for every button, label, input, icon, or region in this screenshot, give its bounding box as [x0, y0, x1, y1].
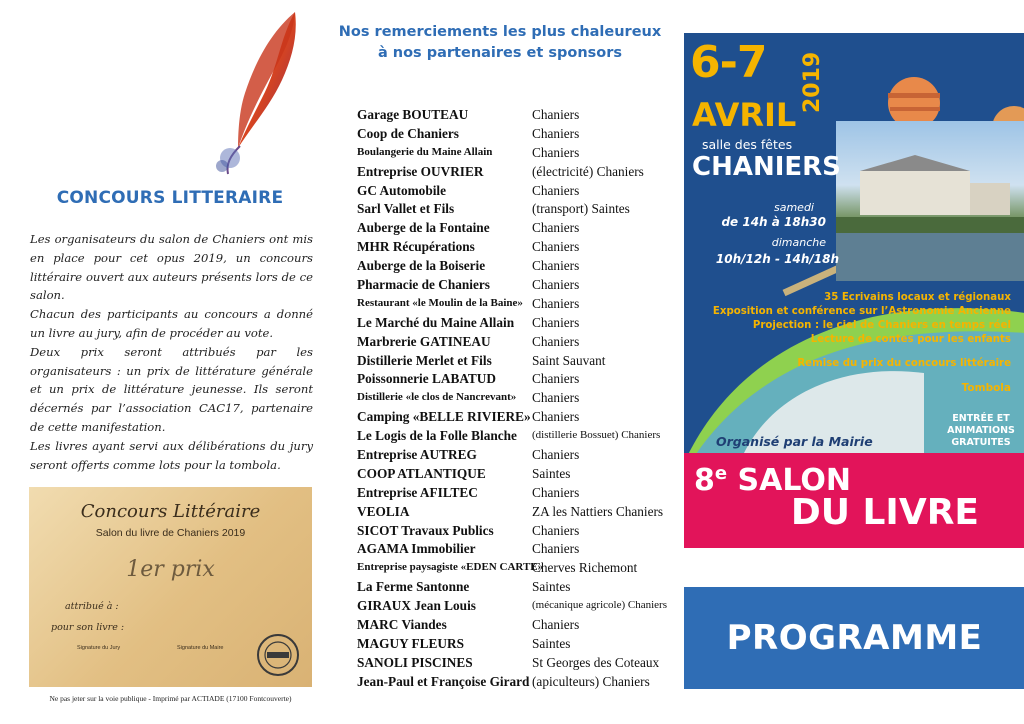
sponsor-town: Chaniers [532, 295, 580, 311]
sponsor-town: (distillerie Bossuet) Chaniers [532, 429, 661, 442]
sponsor-name: La Ferme Santonne [357, 579, 470, 595]
sponsor-row [357, 164, 677, 183]
sponsor-town: Chaniers [532, 333, 580, 349]
sponsor-town: (mécanique agricole) Chaniers [532, 599, 667, 612]
sponsor-row [357, 353, 677, 372]
certificate-image [29, 487, 312, 687]
certificate-title: Concours Littéraire [80, 501, 261, 522]
sponsor-town: Chaniers [532, 125, 580, 141]
poster-program-item: Projection : le ciel de Chaniers en temps réel [752, 320, 1011, 331]
sponsor-town: Chaniers [532, 541, 580, 557]
sponsors-thanks-heading [335, 22, 665, 64]
sponsor-town: (apiculteurs) Chaniers [532, 673, 650, 689]
sponsor-town: Cherves Richemont [532, 560, 638, 576]
entry-line: GRATUITES [951, 437, 1011, 448]
sponsor-town: ZA les Nattiers Chaniers [532, 503, 664, 519]
sponsor-town: Chaniers [532, 447, 580, 463]
entry-line: ENTRÉE ET [952, 413, 1010, 424]
sponsor-row [357, 541, 677, 560]
sponsor-name: SICOT Travaux Publics [357, 522, 494, 538]
poster-saturday-label: samedi [774, 201, 814, 214]
sponsor-name: Distillerie «le clos de Nancrevant» [357, 391, 517, 404]
sponsor-row [357, 560, 677, 579]
sponsor-name: Pharmacie de Chaniers [357, 277, 490, 293]
sponsor-row [357, 409, 677, 428]
sponsor-name: MARC Viandes [357, 617, 447, 633]
sponsor-name: Distillerie Merlet et Fils [357, 352, 492, 368]
sponsor-name: Auberge de la Boiserie [357, 258, 486, 274]
feather-quill-illustration [200, 8, 310, 183]
sponsor-town: Chaniers [532, 484, 580, 500]
poster-date: 6-7 [690, 37, 767, 88]
salon-number: 8 [694, 463, 715, 498]
sponsor-name: Camping «BELLE RIVIERE» [357, 409, 531, 425]
poster-venue: salle des fêtes [702, 137, 793, 152]
sponsor-town: Chaniers [532, 182, 580, 198]
sponsor-town: Saintes [532, 465, 571, 481]
poster-photo-mill [836, 121, 1024, 281]
contest-paragraph: Deux prix seront attribués par les organisateurs : un prix de littérature générale et un prix de littérature jeunesse. Ils seront décernés par l’association CAC17, partenaire de cette manifestation. [30, 344, 313, 434]
certificate-jury-signature: Signature du Jury [77, 645, 121, 651]
sponsor-town: Chaniers [532, 277, 580, 293]
sponsor-name: Entreprise paysagiste «EDEN CARTE» [357, 561, 544, 574]
sponsor-town: Chaniers [532, 409, 580, 425]
certificate-prize: 1er prix [126, 557, 215, 582]
sponsor-name: Entreprise AUTREG [357, 447, 477, 463]
sponsor-row [357, 674, 677, 693]
certificate-awarded-to: attribué à : [65, 601, 119, 612]
poster-month: AVRIL [692, 96, 797, 134]
sponsor-town: Chaniers [532, 258, 580, 274]
poster-sunday-hours: 10h/12h - 14h/18h [715, 252, 839, 266]
sponsor-name: Entreprise OUVRIER [357, 163, 484, 179]
sponsor-row [357, 466, 677, 485]
poster-free-entry [942, 413, 1020, 449]
contest-paragraph: Les livres ayant servi aux délibérations du jury seront offerts comme lots pour la tombola. [30, 438, 313, 472]
sponsor-row [357, 598, 677, 617]
sponsor-row [357, 258, 677, 277]
sponsor-row [357, 428, 677, 447]
certificate-for-book: pour son livre : [51, 622, 125, 633]
sponsor-town: Chaniers [532, 314, 580, 330]
sponsor-name: COOP ATLANTIQUE [357, 465, 486, 481]
poster-town: CHANIERS [692, 152, 841, 182]
sponsor-town: St Georges des Coteaux [532, 654, 660, 670]
sponsor-row [357, 296, 677, 315]
sponsor-name: Sarl Vallet et Fils [357, 201, 455, 217]
sponsor-town: Chaniers [532, 390, 580, 406]
sponsor-row [357, 334, 677, 353]
sponsor-name: SANOLI PISCINES [357, 654, 473, 670]
sponsor-row [357, 315, 677, 334]
poster-sunday-label: dimanche [771, 236, 826, 249]
poster-program-item: Exposition et conférence sur l’Astronomie Ancienne [712, 306, 1011, 317]
seal-stamp-icon [255, 632, 301, 678]
poster-organizer: Organisé par la Mairie [716, 434, 873, 449]
sponsor-name: Entreprise AFILTEC [357, 484, 478, 500]
sponsor-name: Marbrerie GATINEAU [357, 333, 491, 349]
sponsor-name: Jean-Paul et Françoise Girard [357, 673, 530, 689]
poster-saturday-hours: de 14h à 18h30 [721, 215, 826, 229]
sponsor-name: Restaurant «le Moulin de la Baine» [357, 296, 523, 309]
sponsor-town: Chaniers [532, 144, 580, 160]
contest-paragraph: Chacun des participants au concours a donné un livre au jury, afin de procéder au vote. [30, 307, 313, 340]
sponsor-town: Chaniers [532, 107, 580, 122]
sponsor-row [357, 277, 677, 296]
sponsor-town: Chaniers [532, 239, 580, 255]
programme-label: PROGRAMME [726, 618, 983, 658]
sponsor-name: Poissonnerie LABATUD [357, 371, 497, 387]
sponsor-name: Boulangerie du Maine Allain [357, 145, 493, 158]
sponsor-row [357, 201, 677, 220]
sponsor-row [357, 447, 677, 466]
poster-livre-title: DU LIVRE [790, 492, 979, 533]
sponsor-name: AGAMA Immobilier [357, 541, 476, 557]
poster-program-item: Remise du prix du concours littéraire [797, 358, 1011, 369]
sponsor-row [357, 220, 677, 239]
sponsor-town: Saint Sauvant [532, 352, 606, 368]
poster-program-item: 35 Ecrivains locaux et régionaux [824, 292, 1011, 303]
sponsor-name: Garage BOUTEAU [357, 107, 469, 122]
sponsor-town: Chaniers [532, 522, 580, 538]
contest-paragraph: Les organisateurs du salon de Chaniers ont mis en place pour cet opus 2019, un concours littéraire ouvert aux auteurs présents lors de ce salon. [30, 232, 313, 303]
sponsor-name: MAGUY FLEURS [357, 635, 464, 651]
sponsor-row [357, 579, 677, 598]
programme-banner [684, 587, 1024, 689]
sponsor-name: GIRAUX Jean Louis [357, 598, 476, 614]
sponsor-town: (transport) Saintes [532, 201, 630, 217]
sponsor-name: Coop de Chaniers [357, 125, 459, 141]
thanks-line-1: Nos remerciements les plus chaleureux [338, 24, 662, 40]
sponsor-row [357, 636, 677, 655]
sponsor-name: Le Marché du Maine Allain [357, 314, 515, 330]
thanks-line-2: à nos partenaires et sponsors [377, 45, 623, 61]
sponsor-town: (électricité) Chaniers [532, 163, 644, 179]
print-footnote: Ne pas jeter sur la voie publique - Imprimé par ACTIADE (17100 Fontcouverte) [49, 694, 292, 703]
poster-year: 2019 [800, 51, 825, 113]
sponsor-name: Auberge de la Fontaine [357, 220, 490, 236]
sponsor-row [357, 390, 677, 409]
sponsor-town: Saintes [532, 579, 571, 595]
sponsor-town: Chaniers [532, 371, 580, 387]
entry-line: ANIMATIONS [947, 425, 1015, 436]
contest-description [30, 230, 313, 474]
sponsor-name: VEOLIA [357, 503, 410, 519]
sponsor-row [357, 485, 677, 504]
sponsor-town: Chaniers [532, 617, 580, 633]
certificate-mayor-signature: Signature du Maire [177, 645, 224, 651]
sponsor-row [357, 145, 677, 164]
sponsor-name: Le Logis de la Folle Blanche [357, 428, 517, 444]
sponsor-row [357, 504, 677, 523]
sponsor-town: Chaniers [532, 220, 580, 236]
sponsor-row [357, 183, 677, 202]
sponsor-name: MHR Récupérations [357, 239, 475, 255]
event-poster [684, 33, 1024, 548]
sponsor-row [357, 617, 677, 636]
sponsor-row [357, 126, 677, 145]
sponsor-row [357, 107, 677, 126]
sponsor-row [357, 655, 677, 674]
sponsor-row [357, 371, 677, 390]
poster-program-item: Lecture de contes pour les enfants [810, 334, 1011, 345]
contest-title: CONCOURS LITTERAIRE [56, 188, 284, 208]
salon-ordinal: e [714, 463, 728, 484]
sponsor-name: GC Automobile [357, 182, 447, 198]
sponsor-row [357, 239, 677, 258]
poster-tombola: Tombola [961, 382, 1011, 394]
salon-word: SALON [727, 463, 852, 498]
certificate-subtitle: Salon du livre de Chaniers 2019 [95, 527, 246, 539]
sponsor-list [357, 107, 677, 693]
sponsor-row [357, 523, 677, 542]
sponsor-town: Saintes [532, 635, 571, 651]
